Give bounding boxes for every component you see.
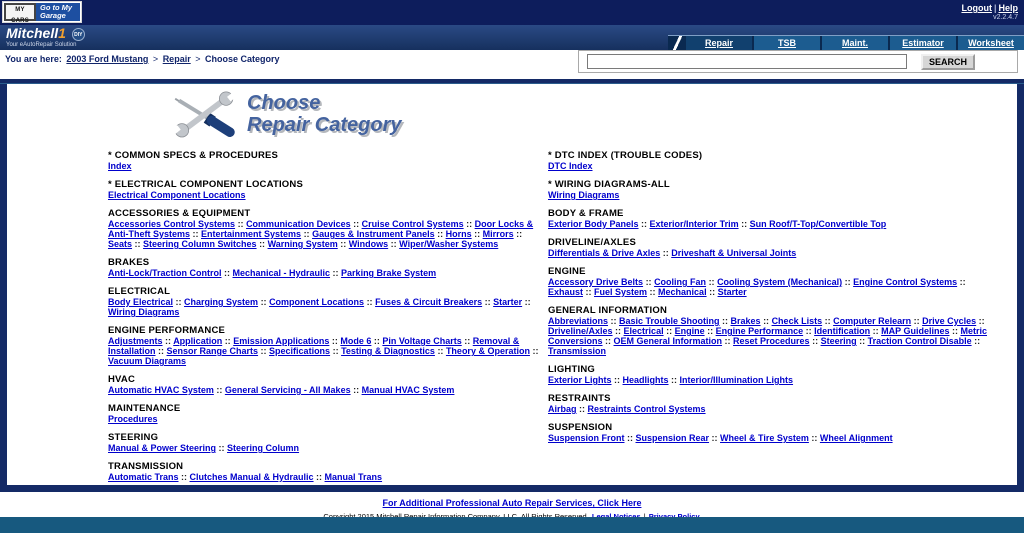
logout-link[interactable]: Logout xyxy=(961,3,992,13)
link-separator: :: xyxy=(738,219,750,229)
content-panel-wrap xyxy=(0,84,1024,492)
category-link[interactable]: OEM General Information xyxy=(613,336,723,346)
link-separator: :: xyxy=(482,297,494,307)
category-link[interactable]: Exterior Lights xyxy=(548,375,612,385)
top-right-links xyxy=(961,1,1018,25)
category-link[interactable]: Application xyxy=(173,336,223,346)
category-links xyxy=(108,336,548,366)
nav-tabs xyxy=(684,36,1024,50)
link-separator: :: xyxy=(434,346,446,356)
link-separator: :: xyxy=(364,297,376,307)
category-title: * WIRING DIAGRAMS-ALL xyxy=(548,179,670,190)
category-title: BODY & FRAME xyxy=(548,208,624,219)
category-link[interactable]: Fuses & Circuit Breakers xyxy=(375,297,483,307)
category-link[interactable]: Mirrors xyxy=(482,229,514,239)
tab-maint[interactable]: Maint. xyxy=(822,36,888,50)
link-separator: :: xyxy=(371,336,383,346)
breadcrumb-vehicle-link[interactable]: 2003 Ford Mustang xyxy=(66,54,149,64)
category-link[interactable]: Mechanical - Hydraulic xyxy=(232,268,331,278)
link-separator: :: xyxy=(301,229,313,239)
category-links xyxy=(548,404,988,414)
category-link[interactable]: Emission Applications xyxy=(233,336,330,346)
breadcrumb-prefix: You are here: xyxy=(5,54,62,64)
category-link[interactable]: Traction Control Disable xyxy=(867,336,972,346)
link-separator: :: xyxy=(647,287,659,297)
category-title: ENGINE PERFORMANCE xyxy=(108,325,226,336)
category-link[interactable]: Manual & Power Steering xyxy=(108,443,217,453)
category-title: RESTRAINTS xyxy=(548,393,611,404)
category-link[interactable]: Drive Cycles xyxy=(922,316,977,326)
link-separator: :: xyxy=(709,433,721,443)
search-button[interactable]: SEARCH xyxy=(921,54,975,70)
category-title: MAINTENANCE xyxy=(108,403,181,414)
category-links xyxy=(108,219,548,249)
link-separator: :: xyxy=(329,336,341,346)
category-link[interactable]: Starter xyxy=(493,297,523,307)
category-title: * DTC INDEX (TROUBLE CODES) xyxy=(548,150,703,161)
category-link[interactable]: Airbag xyxy=(548,404,577,414)
category-title: GENERAL INFORMATION xyxy=(548,305,668,316)
logo-nav-bar xyxy=(0,25,1024,50)
link-separator: :: xyxy=(760,316,772,326)
category-link[interactable]: Testing & Diagnostics xyxy=(341,346,435,356)
category-link[interactable]: Door Locks & Anti-Theft Systems xyxy=(108,219,534,239)
category-links xyxy=(548,277,988,297)
link-separator: :: xyxy=(522,297,531,307)
category-link[interactable]: Wiring Diagrams xyxy=(548,190,620,200)
category-section xyxy=(108,150,548,171)
category-link[interactable]: Cruise Control Systems xyxy=(361,219,464,229)
category-title: SUSPENSION xyxy=(548,422,613,433)
link-separator: :: xyxy=(870,326,882,336)
category-section xyxy=(548,422,988,443)
brand-name: Mitchell xyxy=(6,25,59,41)
category-link[interactable]: Computer Relearn xyxy=(833,316,912,326)
category-section xyxy=(108,179,548,200)
category-link[interactable]: Body Electrical xyxy=(108,297,174,307)
link-separator: :: xyxy=(213,385,225,395)
link-separator: :: xyxy=(856,336,868,346)
link-separator: :: xyxy=(643,277,655,287)
breadcrumb-current: Choose Category xyxy=(205,54,280,64)
nav-tab-strip xyxy=(668,35,1024,50)
category-title: LIGHTING xyxy=(548,364,595,375)
link-separator: :: xyxy=(529,346,539,356)
category-link[interactable]: Gauges & Instrument Panels xyxy=(312,229,435,239)
page-header xyxy=(7,84,1017,142)
top-bar xyxy=(0,0,1024,25)
category-section xyxy=(108,461,548,482)
link-separator: :: xyxy=(668,375,680,385)
category-title: HVAC xyxy=(108,374,136,385)
link-separator: :: xyxy=(434,229,446,239)
category-links xyxy=(108,385,548,395)
category-links xyxy=(108,190,548,200)
category-link[interactable]: MAP Guidelines xyxy=(881,326,950,336)
link-separator: :: xyxy=(624,433,636,443)
mitchell1-logo xyxy=(6,26,85,48)
category-links xyxy=(108,472,548,482)
category-link[interactable]: Wheel & Tire System xyxy=(720,433,809,443)
category-title: TRANSMISSION xyxy=(108,461,184,472)
category-link[interactable]: Steering xyxy=(820,336,857,346)
category-link[interactable]: Exterior/Interior Trim xyxy=(649,219,739,229)
category-link[interactable]: Specifications xyxy=(269,346,331,356)
category-link[interactable]: Suspension Rear xyxy=(635,433,710,443)
link-separator: :: xyxy=(638,219,650,229)
link-separator: :: xyxy=(809,336,821,346)
category-link[interactable]: Anti-Lock/Traction Control xyxy=(108,268,222,278)
category-section xyxy=(548,305,988,356)
category-link[interactable]: Exhaust xyxy=(548,287,584,297)
category-links xyxy=(548,375,988,385)
link-separator: :: xyxy=(173,297,185,307)
link-separator: :: xyxy=(313,472,325,482)
category-title: BRAKES xyxy=(108,257,150,268)
category-link[interactable]: Seats xyxy=(108,239,133,249)
bottom-bar xyxy=(0,517,1024,533)
category-title: ENGINE xyxy=(548,266,586,277)
category-link[interactable]: Warning System xyxy=(267,239,338,249)
category-section xyxy=(108,286,548,317)
category-link[interactable]: Engine xyxy=(674,326,705,336)
category-title: ELECTRICAL xyxy=(108,286,171,297)
category-link[interactable]: Pin Voltage Charts xyxy=(382,336,462,346)
breadcrumb-row xyxy=(0,50,1024,79)
category-link[interactable]: Steering Column Switches xyxy=(143,239,257,249)
link-separator: :: xyxy=(221,268,233,278)
category-link[interactable]: Accessories Control Systems xyxy=(108,219,236,229)
footer xyxy=(0,492,1024,517)
tab-estimator[interactable]: Estimator xyxy=(890,36,956,50)
link-separator: :: xyxy=(388,239,400,249)
category-link[interactable]: Exterior Body Panels xyxy=(548,219,639,229)
category-link[interactable]: Accessory Drive Belts xyxy=(548,277,644,287)
category-links xyxy=(548,433,988,443)
category-section xyxy=(108,208,548,249)
category-link[interactable]: Restraints Control Systems xyxy=(587,404,706,414)
link-separator: :: xyxy=(583,287,595,297)
link-separator: :: xyxy=(337,239,349,249)
category-link[interactable]: Differentials & Drive Axles xyxy=(548,248,661,258)
category-link[interactable]: Automatic Trans xyxy=(108,472,179,482)
category-section xyxy=(548,208,988,229)
tab-tsb[interactable]: TSB xyxy=(754,36,820,50)
content-panel xyxy=(7,84,1017,485)
category-column-left xyxy=(108,150,548,485)
search-input[interactable] xyxy=(587,54,907,69)
link-separator: :: xyxy=(471,229,483,239)
category-section xyxy=(548,393,988,414)
link-separator: :: xyxy=(803,326,815,336)
category-links xyxy=(548,316,988,356)
page-title-line2: Repair Category xyxy=(247,114,402,136)
category-link[interactable]: Procedures xyxy=(108,414,158,424)
category-section xyxy=(548,150,988,171)
link-separator: :: xyxy=(155,346,167,356)
category-links xyxy=(108,443,548,453)
garage-button-label[interactable]: Go to My Garage xyxy=(36,3,80,21)
link-separator: :: xyxy=(842,277,854,287)
link-separator: :: xyxy=(513,229,523,239)
category-links xyxy=(108,161,548,171)
link-separator: :: xyxy=(132,239,144,249)
category-section xyxy=(548,237,988,258)
link-separator: :: xyxy=(256,239,268,249)
link-separator: :: xyxy=(704,326,716,336)
brand-one: 1 xyxy=(58,25,66,41)
category-section xyxy=(108,325,548,366)
version-label: v2.2.4.7 xyxy=(993,14,1018,21)
category-title: DRIVELINE/AXLES xyxy=(548,237,636,248)
link-separator: :: xyxy=(663,326,675,336)
link-separator: :: xyxy=(660,248,672,258)
footer-promo-link[interactable]: For Additional Professional Auto Repair Services, Click Here xyxy=(382,498,642,508)
link-separator: :: xyxy=(162,336,174,346)
brand-tagline: Your eAutoRepair Solution xyxy=(6,41,77,48)
category-section xyxy=(108,432,548,453)
category-links xyxy=(108,414,548,424)
category-columns xyxy=(7,150,1017,485)
category-link[interactable]: Mechanical xyxy=(658,287,707,297)
tab-slash-decoration xyxy=(670,36,684,50)
link-separator: :: xyxy=(706,287,718,297)
link-separator: :: xyxy=(706,277,718,287)
category-link[interactable]: Vacuum Diagrams xyxy=(108,356,187,366)
category-link[interactable]: Entertainment Systems xyxy=(201,229,302,239)
category-link[interactable]: Windows xyxy=(348,239,389,249)
category-link[interactable]: Clutches Manual & Hydraulic xyxy=(189,472,314,482)
category-link[interactable]: DTC Index xyxy=(548,161,593,171)
category-link[interactable]: Wheel Alignment xyxy=(819,433,893,443)
category-links xyxy=(108,268,548,278)
link-separator: :: xyxy=(330,346,342,356)
category-link[interactable]: Mode 6 xyxy=(340,336,372,346)
link-separator: :: xyxy=(971,336,981,346)
category-link[interactable]: Identification xyxy=(814,326,871,336)
category-title: STEERING xyxy=(108,432,159,443)
category-link[interactable]: Reset Procedures xyxy=(733,336,810,346)
category-section xyxy=(548,266,988,297)
link-separator: :: xyxy=(602,336,614,346)
search-area xyxy=(578,50,1018,73)
category-link[interactable]: Suspension Front xyxy=(548,433,625,443)
link-separator: :: xyxy=(576,404,588,414)
category-link[interactable]: General Servicing - All Makes xyxy=(224,385,351,395)
category-link[interactable]: Manual Trans xyxy=(324,472,383,482)
link-separator: :: xyxy=(350,385,362,395)
category-link[interactable]: Engine Performance xyxy=(715,326,804,336)
tab-repair[interactable]: Repair xyxy=(686,36,752,50)
link-separator: :: xyxy=(216,443,228,453)
link-separator: :: xyxy=(258,346,270,356)
page-title xyxy=(247,90,402,136)
category-section xyxy=(108,403,548,424)
category-link[interactable]: Component Locations xyxy=(269,297,365,307)
category-link[interactable]: Driveline/Axles xyxy=(548,326,613,336)
category-link[interactable]: Charging System xyxy=(184,297,259,307)
my-cars-label: MY CARS xyxy=(11,7,29,24)
category-link[interactable]: Horns xyxy=(445,229,472,239)
category-link[interactable]: Abbreviations xyxy=(548,316,609,326)
category-link[interactable]: Brakes xyxy=(730,316,761,326)
category-link[interactable]: Metric Conversions xyxy=(548,326,987,346)
link-separator: :: xyxy=(178,472,190,482)
breadcrumb-separator: > xyxy=(195,54,201,64)
category-link[interactable]: Electrical Component Locations xyxy=(108,190,246,200)
category-section xyxy=(548,364,988,385)
category-link[interactable]: Sun Roof/T-Top/Convertible Top xyxy=(749,219,887,229)
category-links xyxy=(548,161,988,171)
link-separator: :: xyxy=(258,297,270,307)
help-link[interactable]: Help xyxy=(998,3,1018,13)
category-link[interactable]: Parking Brake System xyxy=(341,268,437,278)
category-link[interactable]: Basic Trouble Shooting xyxy=(619,316,720,326)
link-separator: :: xyxy=(722,336,734,346)
category-link[interactable]: Removal & Installation xyxy=(108,336,520,356)
category-link[interactable]: Communication Devices xyxy=(246,219,351,229)
category-link[interactable]: Automatic HVAC System xyxy=(108,385,214,395)
category-link[interactable]: Adjustments xyxy=(108,336,163,346)
category-links xyxy=(548,190,988,200)
category-title: ACCESSORIES & EQUIPMENT xyxy=(108,208,251,219)
link-separator: :: xyxy=(719,316,731,326)
breadcrumb-separator: > xyxy=(152,54,159,64)
category-link[interactable]: Sensor Range Charts xyxy=(166,346,259,356)
my-cars-plate-icon xyxy=(4,3,36,24)
tab-worksheet[interactable]: Worksheet xyxy=(958,36,1024,50)
category-links xyxy=(548,219,988,229)
top-link-separator: | xyxy=(993,3,997,13)
link-separator: :: xyxy=(612,326,624,336)
category-link[interactable]: Driveshaft & Universal Joints xyxy=(671,248,797,258)
link-separator: :: xyxy=(949,326,961,336)
link-separator: :: xyxy=(808,433,820,443)
category-link[interactable]: Headlights xyxy=(622,375,669,385)
category-section xyxy=(108,374,548,395)
category-link[interactable]: Manual HVAC System xyxy=(361,385,455,395)
category-link[interactable]: Fuel System xyxy=(594,287,648,297)
category-link[interactable]: Steering Column xyxy=(227,443,300,453)
category-link[interactable]: Check Lists xyxy=(771,316,823,326)
link-separator: :: xyxy=(461,336,473,346)
link-separator: :: xyxy=(911,316,923,326)
link-separator: :: xyxy=(222,336,234,346)
link-separator: :: xyxy=(611,375,623,385)
link-separator: :: xyxy=(330,268,342,278)
crossed-tools-icon xyxy=(167,90,241,138)
link-separator: :: xyxy=(822,316,834,326)
category-link[interactable]: Electrical xyxy=(623,326,664,336)
category-links xyxy=(548,248,988,258)
link-separator: :: xyxy=(190,229,202,239)
page-title-line1: Choose xyxy=(247,92,321,114)
category-link[interactable]: Starter xyxy=(717,287,747,297)
breadcrumb-repair-link[interactable]: Repair xyxy=(162,54,191,64)
category-link[interactable]: Wiring Diagrams xyxy=(108,307,180,317)
category-link[interactable]: Interior/Illumination Lights xyxy=(679,375,794,385)
category-title: * COMMON SPECS & PROCEDURES xyxy=(108,150,279,161)
category-column-right xyxy=(548,150,988,485)
category-section xyxy=(108,257,548,278)
link-separator: :: xyxy=(957,277,966,287)
link-separator: :: xyxy=(235,219,247,229)
diy-badge-icon: DIY xyxy=(72,28,85,41)
category-link[interactable]: Theory & Operation xyxy=(445,346,530,356)
category-section xyxy=(548,179,988,200)
category-link[interactable]: Index xyxy=(108,161,132,171)
link-separator: :: xyxy=(976,316,985,326)
category-link[interactable]: Wiper/Washer Systems xyxy=(399,239,499,249)
link-separator: :: xyxy=(350,219,362,229)
link-separator: :: xyxy=(608,316,620,326)
category-link[interactable]: Cooling System (Mechanical) xyxy=(717,277,843,287)
category-link[interactable]: Engine Control Systems xyxy=(853,277,958,287)
category-links xyxy=(108,297,548,317)
category-link[interactable]: Cooling Fan xyxy=(654,277,707,287)
category-title: * ELECTRICAL COMPONENT LOCATIONS xyxy=(108,179,303,190)
go-to-my-garage-button[interactable] xyxy=(2,1,82,23)
link-separator: :: xyxy=(463,219,475,229)
category-link[interactable]: Transmission xyxy=(548,346,607,356)
